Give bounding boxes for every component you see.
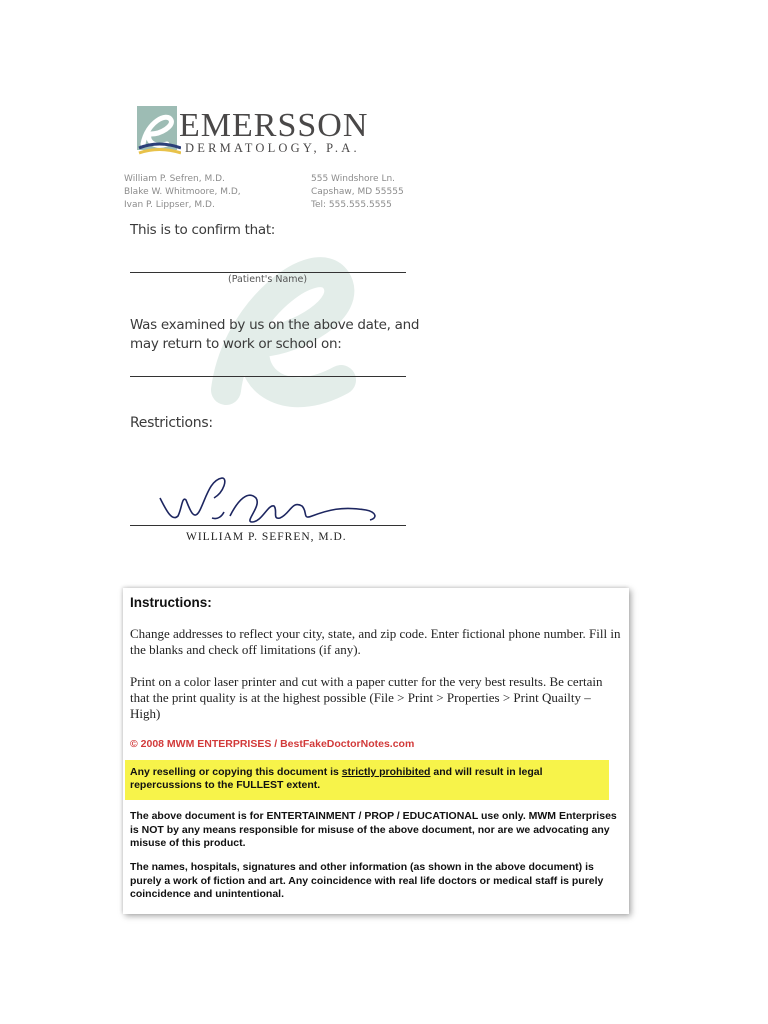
warning-text-end: and will result in legal repercussions to the FULLEST extent. [130, 766, 543, 791]
disclaimer-paragraph: The above document is for ENTERTAINMENT / PROP / EDUCATIONAL use only. MWM Enterprises is NOT by any means responsible for misuse of the above document, nor are we advocating any misuse of this product. [130, 810, 617, 849]
signature-graphic [152, 470, 382, 540]
doctor-name: Ivan P. Lippser, M.D. [124, 200, 215, 210]
warning-highlight [125, 760, 609, 800]
patient-name-label: (Patient's Name) [228, 274, 308, 285]
examined-text [130, 316, 420, 354]
clinic-address [311, 173, 404, 212]
restrictions-label: Restrictions: [130, 415, 213, 431]
phone-line: Tel: 555.555.5555 [311, 200, 392, 210]
instructions-paragraph: Change addresses to reflect your city, state, and zip code. Enter fictional phone number. Fill in the blanks and check off limitations (if any). [130, 626, 621, 657]
address-line: 555 Windshore Ln. [311, 174, 396, 184]
logo-subtitle: DERMATOLOGY, P.A. [185, 141, 360, 155]
warning-text-start: Any reselling or copying this document is [130, 766, 342, 778]
warning-emphasis: strictly prohibited [341, 766, 431, 778]
doctor-name: William P. Sefren, M.D. [124, 174, 225, 184]
letterhead-logo [137, 104, 377, 160]
warning-text [130, 766, 610, 792]
return-date-line [130, 376, 406, 377]
signature-line [130, 525, 406, 526]
patient-name-line [130, 272, 406, 273]
logo-e-mark-icon [137, 104, 181, 156]
signer-name: WILLIAM P. SEFREN, M.D. [186, 531, 347, 543]
doctor-name: Blake W. Whitmoore, M.D, [124, 187, 241, 197]
confirm-text: This is to confirm that: [130, 222, 276, 238]
logo-name: EMERSSON [179, 107, 369, 144]
address-line: Capshaw, MD 55555 [311, 187, 404, 197]
doctor-list [124, 173, 241, 212]
instructions-paragraph: Print on a color laser printer and cut with a paper cutter for the very best results. Be certain that the print quality is at the highest possible (File > Print > Properties > Print Quailty – High) [130, 674, 603, 721]
instructions-panel [123, 588, 629, 914]
copyright-notice: © 2008 MWM ENTERPRISES / BestFakeDoctorNotes.com [130, 738, 415, 750]
examined-line: Was examined by us on the above date, and [130, 317, 420, 333]
instructions-title: Instructions: [130, 595, 212, 610]
examined-line: may return to work or school on: [130, 336, 342, 352]
disclaimer-paragraph: The names, hospitals, signatures and other information (as shown in the above document) is purely a work of fiction and art. Any coincidence with real life doctors or medical staff is purely coincidence and unintentional. [130, 861, 604, 900]
